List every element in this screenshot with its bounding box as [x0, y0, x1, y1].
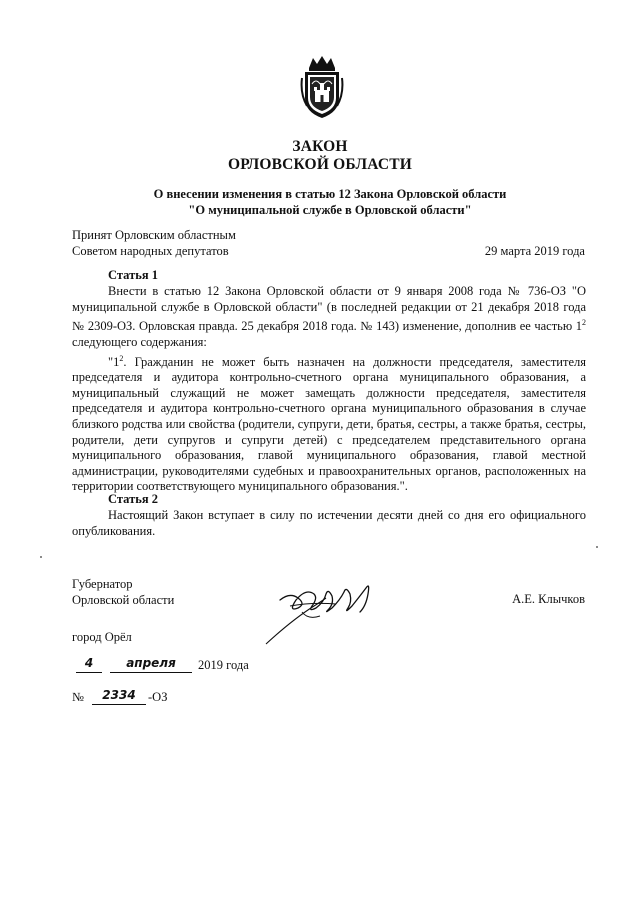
- article-1-intro: [72, 284, 586, 351]
- article-1-intro-sup: 2: [582, 318, 586, 328]
- article-1-body: [72, 284, 586, 495]
- article-1-quote-sup: 2: [119, 353, 124, 363]
- article-2-body: [72, 508, 586, 539]
- handwritten-signature-icon: [262, 568, 382, 648]
- article-1-intro-end: следующего содержания:: [72, 334, 207, 349]
- city-name: город Орёл: [72, 630, 132, 644]
- article-2-heading: Статья 2: [108, 492, 158, 506]
- article-2-text: Настоящий Закон вступает в силу по истечении десяти дней со дня его официального опубликования.: [72, 508, 586, 538]
- number-suffix: -ОЗ: [148, 690, 168, 704]
- governor-title-line-1: Губернатор: [72, 577, 133, 591]
- adoption-body: [72, 227, 372, 259]
- article-1-quote-text: . Гражданин не может быть назначен на должности председателя, заместителя председателя и аудитора контрольно-счетного органа муниципального образования, а муниципальный служащий не может замещать должности председателя, заместителя председателя и аудитора контрольно-счетного органа муниципального образования в случае близкого родства или свойства (родители, супруги, дети, братья, сестры, а также братья, сестры, родители, дети супругов и супруги детей) с председателем представительного органа муниципального образования, главой муниципального образования, главой местной администрации, руководителями судебных и правоохранительных органов, расположенных на территории соответствующего муниципального образования.".: [72, 354, 586, 494]
- governor-title: [72, 576, 174, 608]
- adoption-date: 29 марта 2019 года: [484, 244, 585, 258]
- number-sign: №: [72, 690, 84, 704]
- scan-speck: [40, 556, 42, 558]
- adoption-line-2: Советом народных депутатов: [72, 244, 229, 258]
- scan-speck: [596, 546, 598, 548]
- governor-name: А.Е. Клычков: [512, 592, 585, 606]
- date-day-field: 4: [76, 656, 102, 673]
- article-1-intro-text: Внести в статью 12 Закона Орловской области от 9 января 2008 года № 736-ОЗ "О муниципальной службе в Орловской области" (в последней редакции от 21 декабря 2018 года № 2309-ОЗ. Орловская правда. 25 декабря 2018 года. № 143) изменение, дополнив ее частью 1: [72, 284, 586, 334]
- law-subtitle: [80, 186, 580, 218]
- date-year: 2019 года: [198, 658, 249, 672]
- number-field: 2334: [92, 688, 146, 705]
- subtitle-line-2: "О муниципальной службе в Орловской области": [188, 203, 472, 217]
- subtitle-line-1: О внесении изменения в статью 12 Закона Орловской области: [153, 187, 507, 201]
- date-month-field: апреля: [110, 656, 192, 673]
- region-title: ОРЛОВСКОЙ ОБЛАСТИ: [227, 156, 413, 173]
- governor-title-line-2: Орловской области: [72, 593, 175, 607]
- coat-of-arms-icon: [299, 54, 345, 120]
- adoption-line-1: Принят Орловским областным: [72, 228, 236, 242]
- article-1-heading: Статья 1: [108, 268, 158, 282]
- article-1-quote: [72, 351, 586, 496]
- article-1-quote-open: "1: [108, 354, 120, 369]
- law-title: ЗАКОН: [292, 138, 348, 155]
